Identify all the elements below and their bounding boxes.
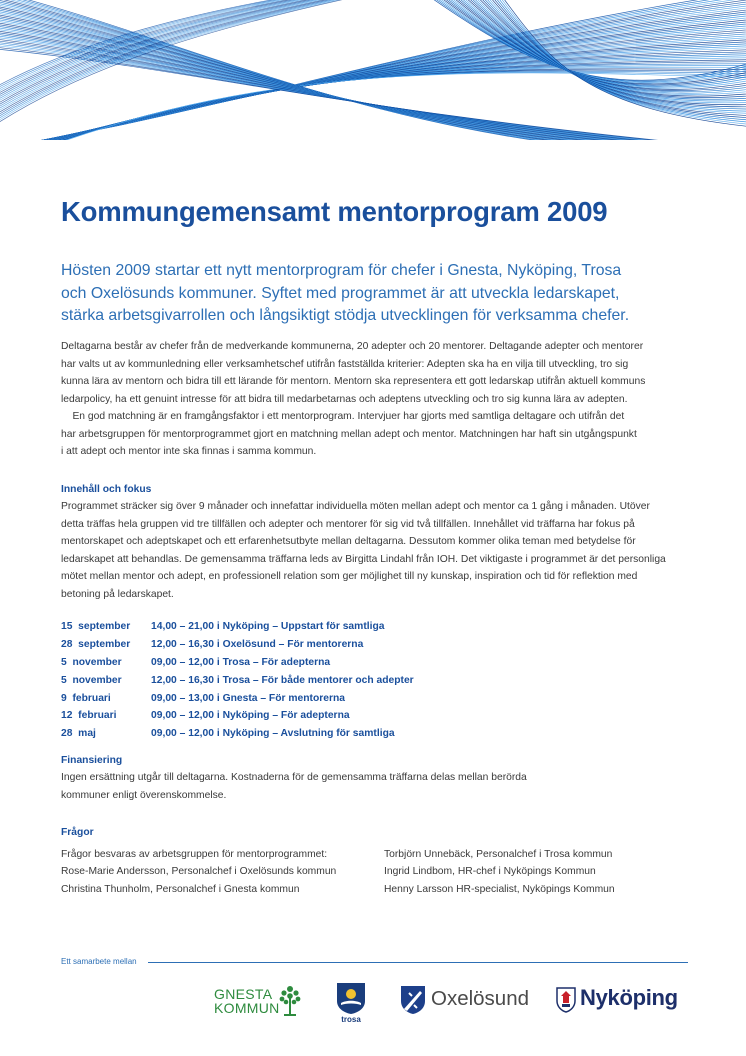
gnesta-line: KOMMUN [214, 1000, 280, 1016]
financing-line: kommuner enligt överenskommelse. [61, 789, 227, 801]
content-line: ledarskapet att behandlas. De gemensamma träffarna leds av Birgitta Lindahl från IOH. Det viktigaste i programmet är det personliga [61, 553, 666, 565]
schedule-date: 5 november [61, 656, 122, 668]
page-title: Kommungemensamt mentorprogram 2009 [61, 196, 608, 227]
content-paragraph [61, 498, 701, 603]
contact-line: Christina Thunholm, Personalchef i Gnesta kommun [61, 883, 300, 895]
nykoping-logo [556, 985, 696, 1017]
content-line: mentorskapet och adeptskapet och ett erfarenhetsutbyte mellan deltagarna. Dessutom kommer olika teman med betydelse för [61, 536, 636, 547]
intro-line: i att adept och mentor inte ska finnas i samma kommun. [61, 446, 317, 457]
tree-icon [278, 985, 302, 1017]
intro-line: ledarpolicy, ha ett genuint intresse för att bidra till medarbetarnas och adeptens utveckling och tro sig kunna lära av adepten. [61, 393, 628, 405]
trosa-shield-icon [335, 981, 367, 1015]
schedule-date: 28 maj [61, 728, 96, 740]
section-heading-questions: Frågor [61, 827, 94, 838]
content-line: Programmet sträcker sig över 9 månader och innefattar individuella möten mellan adept och mentor ca 1 gång i månaden. Utöver [61, 501, 650, 512]
schedule-description: 14,00 – 21,00 i Nyköping – Uppstart för samtliga [151, 621, 385, 632]
schedule-description: 09,00 – 12,00 i Trosa – För adepterna [151, 656, 331, 668]
schedule-description: 09,00 – 12,00 i Nyköping – Avslutning för samtliga [151, 728, 395, 740]
gnesta-logo [214, 985, 304, 1019]
intro-line: har valts ut av kommunledning eller verksamhetschef utifrån fastställda kriterier: Adepten ska ha en vilja till utveckling, tro sig [61, 358, 629, 370]
gnesta-line: GNESTA [214, 986, 273, 1002]
contact-line: Torbjörn Unnebäck, Personalchef i Trosa kommun [384, 849, 613, 860]
section-heading-financing: Finansiering [61, 755, 123, 766]
intro-line: kunna lära av mentorn och bidra till ett lärande för mentorn. Mentorn ska representera ett gott ledarskap utifrån aktuell kommuns [61, 376, 646, 387]
contact-line: Henny Larsson HR-specialist, Nyköpings Kommun [384, 883, 615, 895]
schedule-date: 12 februari [61, 710, 117, 722]
contacts-right [384, 846, 615, 898]
schedule-description: 12,00 – 16,30 i Trosa – För både mentorer och adepter [151, 674, 414, 686]
oxelosund-logo [400, 985, 540, 1017]
nykoping-shield-icon [556, 987, 576, 1013]
schedule-date: 15 september [61, 621, 131, 632]
gnesta-wordmark [214, 987, 280, 1015]
schedule-date: 9 februari [61, 692, 111, 704]
content-line: mötet mellan mentor och adept, en professionell relation som ger möjlighet till ny kunskap, inspiration och tid för reflektion med [61, 571, 638, 582]
schedule-description: 12,00 – 16,30 i Oxelösund – För mentorerna [151, 638, 364, 650]
lead-line: stärka arbetsgivarrollen och långsiktigt stödja utvecklingen för verksamma chefer. [61, 307, 630, 324]
nykoping-wordmark: Nyköping [580, 985, 678, 1010]
contact-line: Frågor besvaras av arbetsgruppen för mentorprogrammet: [61, 849, 328, 860]
schedule-date: 5 november [61, 674, 122, 686]
intro-paragraph [61, 338, 701, 461]
schedule-description: 09,00 – 13,00 i Gnesta – För mentorerna [151, 692, 346, 704]
content-line: detta träffas hela gruppen vid tre tillfällen och adepter och mentorer för sig vid två tillfällen. Innehållet vid träffarna har fokus på [61, 518, 635, 530]
lead-line: och Oxelösunds kommuner. Syftet med programmet är att utveckla ledarskapet, [61, 284, 620, 302]
lead-line: Hösten 2009 startar ett nytt mentorprogram för chefer i Gnesta, Nyköping, Trosa [61, 262, 622, 279]
trosa-wordmark: trosa [341, 1015, 361, 1024]
schedule-description: 09,00 – 12,00 i Nyköping – För adepterna [151, 710, 350, 722]
intro-line: Deltagarna består av chefer från de medverkande kommunerna, 20 adepter och 20 mentorer. Deltagande adepter och mentorer [61, 341, 644, 352]
schedule-date: 28 september [61, 638, 131, 650]
financing-paragraph [61, 769, 701, 804]
oxelosund-wordmark: Oxelösund [431, 987, 530, 1010]
contact-line: Rose-Marie Andersson, Personalchef i Oxelösunds kommun [61, 866, 337, 878]
intro-line: har arbetsgruppen för mentorprogrammet gjort en matchning mellan adept och mentor. Matchningen har haft sin utgångspunkt [61, 428, 637, 440]
footer-divider [148, 962, 688, 963]
financing-line: Ingen ersättning utgår till deltagarna. Kostnaderna för de gemensamma träffarna delas mellan berörda [61, 772, 527, 783]
footer-label: Ett samarbete mellan [61, 957, 137, 966]
lead-paragraph [61, 260, 701, 328]
section-heading-content: Innehåll och fokus [61, 484, 152, 495]
trosa-logo [335, 981, 367, 1029]
header-wave-graphic [0, 0, 746, 140]
contact-line: Ingrid Lindbom, HR-chef i Nyköpings Kommun [384, 866, 596, 878]
intro-line: En god matchning är en framgångsfaktor i ett mentorprogram. Intervjuer har gjorts med samtliga deltagare och utifrån det [61, 411, 625, 422]
contacts-left [61, 846, 336, 898]
content-line: betoning på ledarskapet. [61, 588, 174, 600]
oxelosund-shield-icon [400, 985, 426, 1015]
